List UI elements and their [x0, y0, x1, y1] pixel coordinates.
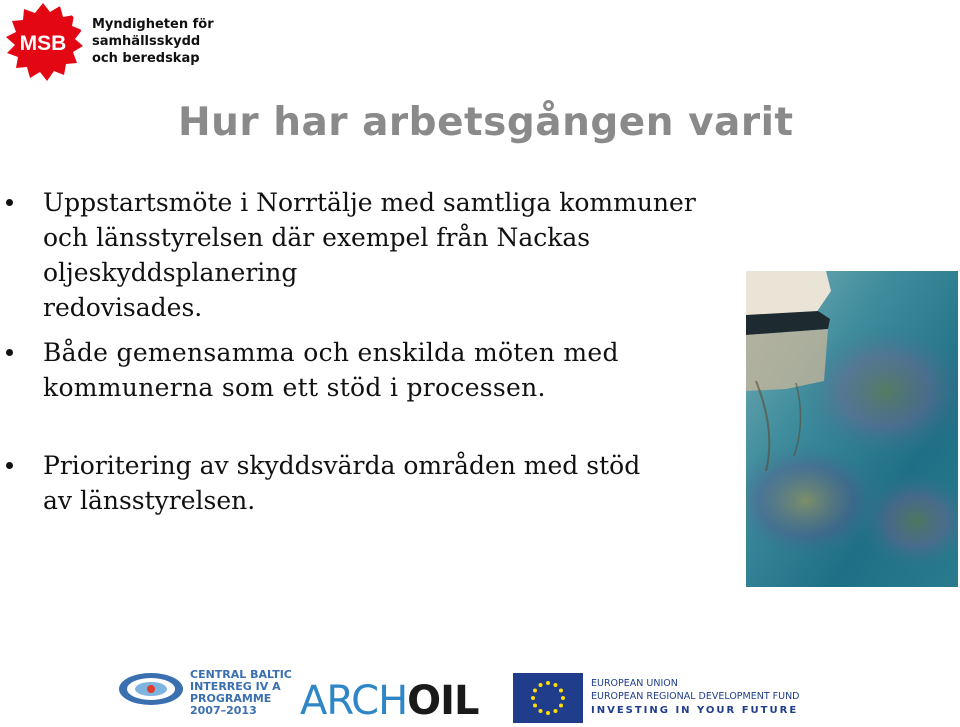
bullet-line: Uppstartsmöte i Norrtälje med samtliga kommuner: [43, 188, 696, 217]
eu-star-icon: [554, 683, 558, 687]
eu-line: EUROPEAN REGIONAL DEVELOPMENT FUND: [591, 691, 800, 702]
eu-star-icon: [559, 704, 563, 708]
bullet-line: och länsstyrelsen där exempel från Nackas oljeskyddsplanering: [43, 223, 591, 287]
central-baltic-logo-icon: [118, 671, 184, 707]
cb-line: PROGRAMME: [190, 692, 272, 705]
cb-line: 2007–2013: [190, 704, 257, 717]
eu-text: [591, 677, 800, 703]
eu-slogan: INVESTING IN YOUR FUTURE: [591, 705, 799, 716]
bullet-text: [43, 335, 743, 405]
bullet-line: redovisades.: [43, 293, 203, 322]
eu-line: EUROPEAN UNION: [591, 678, 678, 689]
msb-logo: [0, 0, 214, 86]
boat-reflection: [746, 329, 828, 391]
bullet-text: [43, 185, 743, 325]
eu-star-icon: [533, 689, 537, 693]
eu-star-icon: [559, 689, 563, 693]
msb-name-line: samhällsskydd: [92, 34, 201, 49]
eu-star-icon: [533, 704, 537, 708]
eu-star-icon: [539, 709, 543, 713]
bullet-line: Både gemensamma och enskilda möten med: [43, 338, 619, 367]
footer-logos: [110, 665, 810, 727]
eu-star-icon: [546, 681, 550, 685]
bullet-line: av länsstyrelsen.: [43, 486, 256, 515]
cb-line: INTERREG IV A: [190, 680, 281, 693]
archoil-arch: ARCH: [300, 678, 408, 724]
eu-star-icon: [531, 696, 535, 700]
msb-abbr: MSB: [19, 32, 67, 55]
central-baltic-text: [190, 669, 292, 717]
msb-seal-icon: [2, 2, 84, 84]
eu-star-icon: [546, 711, 550, 715]
msb-name-line: och beredskap: [92, 51, 200, 66]
archoil-oil: OIL: [407, 678, 479, 724]
eu-star-icon: [561, 696, 565, 700]
msb-name-line: Myndigheten för: [92, 17, 214, 32]
eu-star-icon: [554, 709, 558, 713]
eu-flag-icon: [513, 673, 583, 723]
oil-sheen-photo: [746, 271, 958, 587]
bullet-line: Prioritering av skyddsvärda områden med stöd: [43, 451, 641, 480]
bullet-dot-icon: [6, 349, 13, 356]
bullet-dot-icon: [6, 199, 13, 206]
bullet-dot-icon: [6, 462, 13, 469]
bullet-line: kommunerna som ett stöd i processen.: [43, 373, 546, 402]
bullet-text: [43, 448, 743, 518]
archoil-logo: [300, 679, 479, 723]
eu-star-icon: [539, 683, 543, 687]
msb-name: [92, 16, 214, 67]
cb-line: CENTRAL BALTIC: [190, 668, 292, 681]
slide-title: Hur har arbetsgången varit: [178, 100, 794, 145]
